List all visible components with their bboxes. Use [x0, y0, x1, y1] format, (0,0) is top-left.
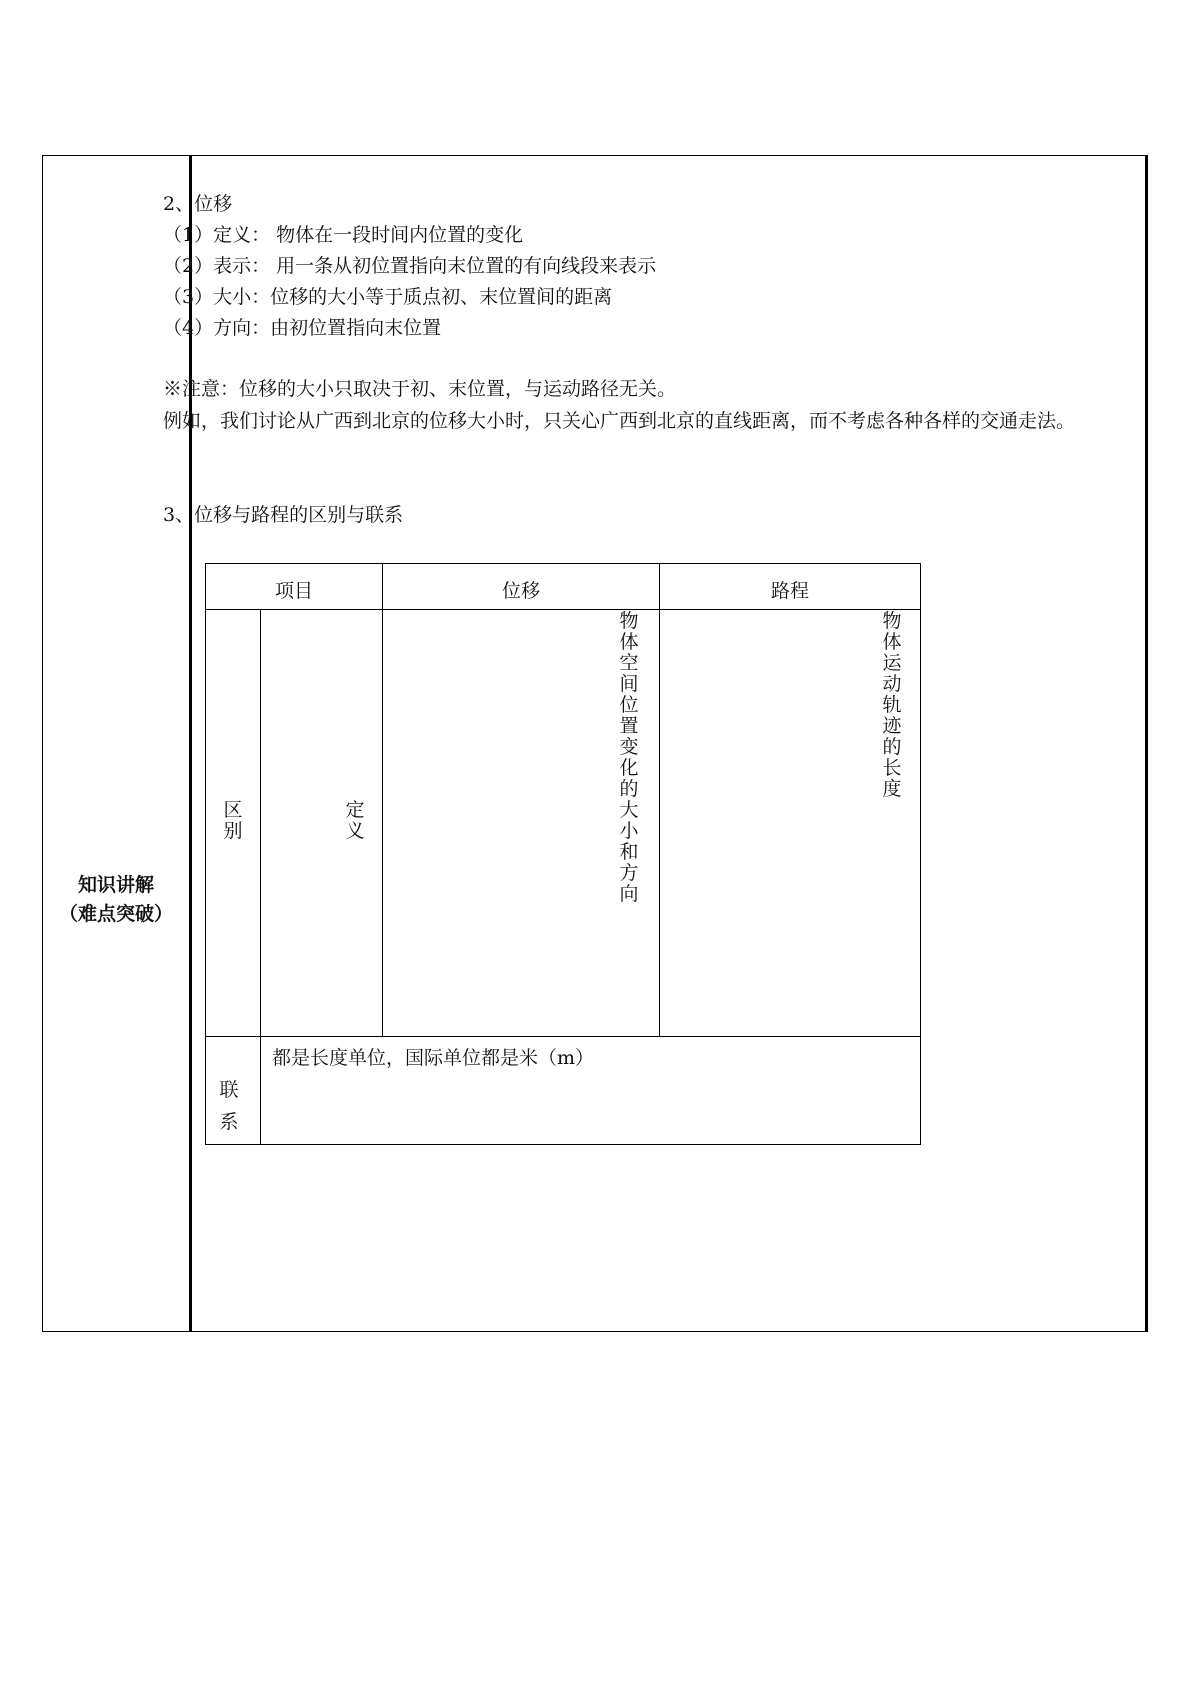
side-label [43, 871, 189, 929]
section2-item: （1）定义： 物体在一段时间内位置的变化 [163, 224, 524, 246]
note-text: ※注意：位移的大小只取决于初、末位置，与运动路径无关。 [163, 378, 677, 400]
path-definition: 物体运动轨迹的长度 [882, 610, 902, 800]
section2-item: （3）大小：位移的大小等于质点初、末位置间的距离 [163, 286, 613, 308]
table-rule [382, 564, 383, 1036]
section2-heading: 2、位移 [163, 193, 233, 215]
side-label-line2: （难点突破） [58, 903, 173, 925]
link-label: 联系 [219, 1079, 239, 1133]
link-text: 都是长度单位，国际单位都是米（m） [272, 1047, 595, 1069]
table-rule [206, 609, 920, 610]
table-rule [260, 609, 261, 1144]
definition-label: 定义 [345, 799, 365, 842]
section3-heading: 3、位移与路程的区别与联系 [163, 504, 404, 526]
example-paragraph: 例如，我们讨论从广西到北京的位移大小时，只关心广西到北京的直线距离，而不考虑各种各样的交通走法。 [163, 410, 1076, 432]
table-rule [206, 1036, 920, 1037]
header-displacement: 位移 [501, 580, 540, 602]
diff-label: 区别 [223, 799, 243, 842]
displacement-definition: 物体空间位置变化的大小和方向 [619, 610, 639, 905]
section2-item: （2）表示： 用一条从初位置指向末位置的有向线段来表示 [163, 255, 657, 277]
table-rule [659, 564, 660, 1036]
header-item: 项目 [274, 580, 313, 602]
side-label-line1: 知识讲解 [77, 874, 154, 896]
section2-item: （4）方向：由初位置指向末位置 [163, 317, 442, 339]
header-path: 路程 [770, 580, 809, 602]
compare-table [205, 563, 921, 1145]
